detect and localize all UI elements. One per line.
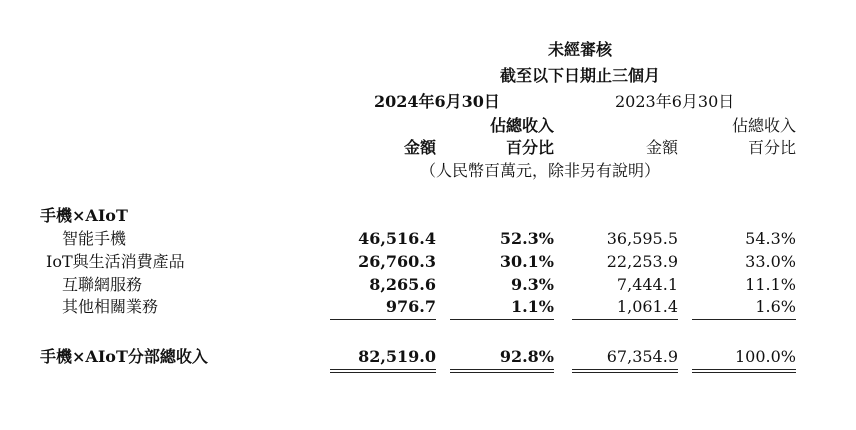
total-double-rule-amount-2024-bottom: [330, 372, 436, 373]
row-pct-2023: 1.6%: [755, 297, 796, 316]
amount-label-2024: 金額: [403, 138, 436, 157]
row-amount-2023: 1,061.4: [616, 297, 678, 316]
row-amount-2023: 22,253.9: [606, 252, 678, 271]
total-amount-2023: 67,354.9: [606, 347, 678, 366]
total-double-rule-pct-2024-bottom: [450, 372, 554, 373]
column-header-2023: 2023年6月30日: [615, 92, 735, 111]
row-amount-2024: 46,516.4: [358, 229, 436, 248]
row-amount-2024: 976.7: [385, 297, 436, 316]
row-label: IoT與生活消費產品: [46, 252, 185, 271]
unit-note: （人民幣百萬元，除非另有說明）: [420, 161, 661, 180]
row-amount-2023: 36,595.5: [606, 229, 678, 248]
row-label: 互聯網服務: [62, 275, 143, 294]
total-double-rule-amount-2023-bottom: [572, 372, 678, 373]
subtotal-rule-pct-2023: [692, 319, 796, 320]
pct-label-2023-line1: 佔總收入: [731, 116, 796, 135]
total-double-rule-pct-2023-top: [692, 369, 796, 370]
row-pct-2024: 9.3%: [510, 275, 554, 294]
total-pct-2023: 100.0%: [734, 347, 796, 366]
row-amount-2024: 26,760.3: [358, 252, 436, 271]
row-amount-2024: 8,265.6: [369, 275, 436, 294]
pct-label-2023-line2: 百分比: [747, 138, 796, 157]
section-title: 手機×AIoT: [40, 206, 128, 225]
total-double-rule-pct-2024-top: [450, 369, 554, 370]
audit-note: 未經審核: [547, 40, 612, 59]
pct-label-2024-line1: 佔總收入: [489, 116, 554, 135]
row-pct-2023: 54.3%: [745, 229, 796, 248]
row-label: 其他相關業務: [62, 297, 159, 316]
total-pct-2024: 92.8%: [499, 347, 554, 366]
row-pct-2024: 52.3%: [499, 229, 554, 248]
row-pct-2024: 1.1%: [510, 297, 554, 316]
subtotal-rule-pct-2024: [450, 319, 554, 320]
pct-label-2024-line2: 百分比: [505, 138, 554, 157]
row-pct-2024: 30.1%: [499, 252, 554, 271]
row-pct-2023: 11.1%: [745, 275, 796, 294]
row-amount-2023: 7,444.1: [616, 275, 678, 294]
period-description: 截至以下日期止三個月: [499, 66, 660, 85]
total-amount-2024: 82,519.0: [358, 347, 436, 366]
row-pct-2023: 33.0%: [745, 252, 796, 271]
subtotal-rule-amount-2023: [572, 319, 678, 320]
total-label: 手機×AIoT分部總收入: [40, 347, 208, 366]
amount-label-2023: 金額: [645, 138, 678, 157]
subtotal-rule-amount-2024: [330, 319, 436, 320]
row-label: 智能手機: [62, 229, 127, 248]
total-double-rule-amount-2024-top: [330, 369, 436, 370]
total-double-rule-pct-2023-bottom: [692, 372, 796, 373]
column-header-2024: 2024年6月30日: [374, 92, 500, 111]
total-double-rule-amount-2023-top: [572, 369, 678, 370]
